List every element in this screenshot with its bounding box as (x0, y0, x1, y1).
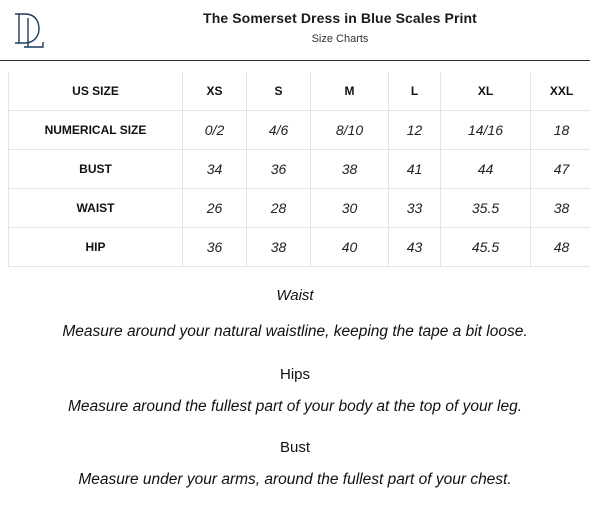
row-label: BUST (9, 150, 183, 189)
column-header: L (389, 72, 441, 111)
waist-heading: Waist (276, 287, 314, 304)
table-cell: 0/2 (183, 111, 247, 150)
waist-description: Measure around your natural waistline, keeping the tape a bit loose. (62, 323, 528, 340)
page-header (0, 0, 590, 61)
table-cell: 33 (389, 189, 441, 228)
table-cell: 40 (311, 228, 389, 267)
table-cell: 36 (247, 150, 311, 189)
table-cell: 8/10 (311, 111, 389, 150)
table-cell: 12 (389, 111, 441, 150)
table-cell: 38 (311, 150, 389, 189)
column-header: XS (183, 72, 247, 111)
table-row (9, 150, 590, 189)
column-header: XXL (531, 72, 590, 111)
table-cell: 45.5 (441, 228, 531, 267)
table-cell: 44 (441, 150, 531, 189)
column-header: M (311, 72, 389, 111)
table-cell: 36 (183, 228, 247, 267)
table-cell: 26 (183, 189, 247, 228)
table-row (9, 111, 590, 150)
table-cell: 30 (311, 189, 389, 228)
row-label: HIP (9, 228, 183, 267)
table-cell: 43 (389, 228, 441, 267)
table-cell: 48 (531, 228, 590, 267)
column-header: XL (441, 72, 531, 111)
bust-heading: Bust (279, 439, 310, 456)
table-cell: 41 (389, 150, 441, 189)
table-cell: 38 (531, 189, 590, 228)
table-cell: 38 (247, 228, 311, 267)
row-label: WAIST (9, 189, 183, 228)
table-cell: 47 (531, 150, 590, 189)
brand-logo (12, 9, 46, 51)
bust-description: Measure under your arms, around the fullest part of your chest. (78, 471, 512, 488)
table-cell: 14/16 (441, 111, 531, 150)
table-cell: 18 (531, 111, 590, 150)
table-cell: 28 (247, 189, 311, 228)
size-chart-table (8, 72, 590, 267)
column-header: S (247, 72, 311, 111)
table-row (9, 228, 590, 267)
page-title: The Somerset Dress in Blue Scales Print (203, 10, 477, 26)
table-cell: 4/6 (247, 111, 311, 150)
table-header-row (9, 72, 590, 111)
table-row (9, 189, 590, 228)
column-header: US SIZE (9, 72, 183, 111)
page-subtitle: Size Charts (311, 33, 369, 45)
table-cell: 35.5 (441, 189, 531, 228)
row-label: NUMERICAL SIZE (9, 111, 183, 150)
hips-heading: Hips (279, 366, 310, 383)
hips-description: Measure around the fullest part of your body at the top of your leg. (67, 398, 523, 415)
table-cell: 34 (183, 150, 247, 189)
